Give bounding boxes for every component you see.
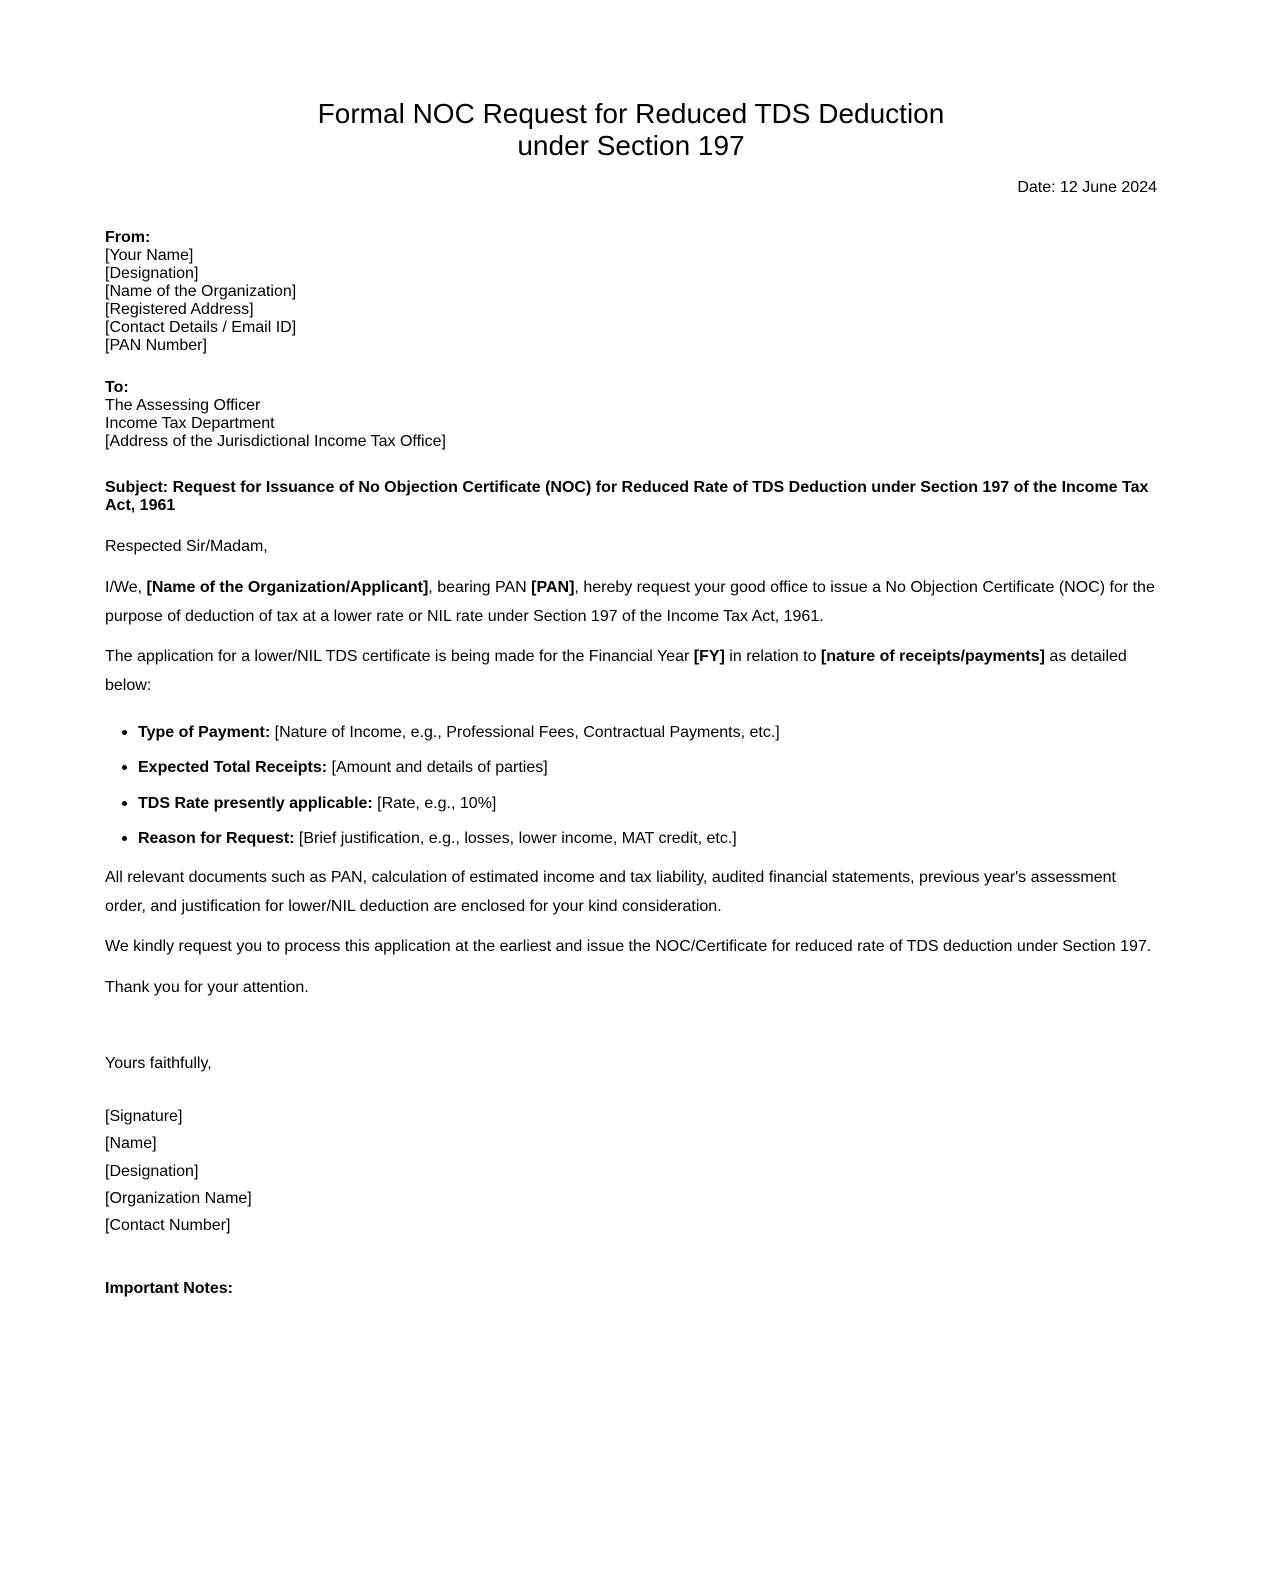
list-item: [138, 824, 1190, 859]
recipient-address: [Address of the Jurisdictional Income Tax Office]: [105, 433, 446, 450]
salutation: Respected Sir/Madam,: [105, 538, 268, 555]
list-item-label: Type of Payment:: [138, 724, 271, 741]
list-item-label: Reason for Request:: [138, 829, 295, 847]
list-item: [138, 789, 1190, 824]
list-item-text: [Rate, e.g., 10%]: [372, 794, 497, 812]
closing-phrase: Yours faithfully,: [105, 1055, 212, 1072]
signer-organization: [Organization Name]: [105, 1189, 252, 1207]
sender-organization: [Name of the Organization]: [105, 283, 297, 300]
text-run: , hereby request your good office to issue a No Objection Certificate (NOC) for the purpose of deduction of tax at a lower rate or NIL rate under Section 197 of the Income Tax Act, 1961.: [105, 579, 1155, 625]
subject-line: Subject: Request for Issuance of No Objection Certificate (NOC) for Reduced Rate of TDS Deduction under Section 197 of the Income Tax Act, 1961: [105, 479, 1149, 514]
sender-designation: [Designation]: [105, 265, 199, 282]
signature-placeholder: [Signature]: [105, 1108, 183, 1125]
list-item-text: [Nature of Income, e.g., Professional Fees, Contractual Payments, etc.]: [270, 724, 780, 741]
document-title: [105, 98, 1157, 162]
list-item-label: Expected Total Receipts:: [138, 759, 328, 777]
paragraph-request: [105, 573, 1157, 631]
text-run: I/We,: [105, 579, 147, 596]
list-item: [138, 718, 1190, 753]
to-label: To:: [105, 379, 129, 396]
paragraph-application: [105, 642, 1157, 700]
letter-date: Date: 12 June 2024: [1017, 179, 1157, 196]
sender-pan: [PAN Number]: [105, 337, 207, 354]
paragraph-request-processing: We kindly request you to process this application at the earliest and issue the NOC/Certificate for reduced rate of TDS deduction under Section 197.: [105, 938, 1152, 955]
paragraph-thanks: Thank you for your attention.: [105, 979, 309, 996]
fy-placeholder: [FY]: [693, 648, 725, 665]
text-run: The application for a lower/NIL TDS certificate is being made for the Financial Year: [105, 648, 694, 665]
list-item-label: TDS Rate presently applicable:: [138, 794, 373, 812]
signer-designation: [Designation]: [105, 1162, 199, 1180]
pan-placeholder: [PAN]: [531, 579, 575, 596]
applicant-placeholder: [Name of the Organization/Applicant]: [146, 579, 429, 596]
title-line-2: under Section 197: [517, 130, 745, 161]
title-line-1: Formal NOC Request for Reduced TDS Deduction: [317, 98, 945, 129]
sender-contact: [Contact Details / Email ID]: [105, 319, 297, 336]
signature-block: [105, 1103, 252, 1239]
text-run: as detailed below:: [105, 648, 1127, 694]
recipient-block: [105, 379, 446, 451]
recipient-title: The Assessing Officer: [105, 397, 261, 414]
signer-name: [Name]: [105, 1135, 157, 1153]
receipts-placeholder: [nature of receipts/payments]: [820, 648, 1045, 665]
signer-contact: [Contact Number]: [105, 1217, 231, 1235]
recipient-department: Income Tax Department: [105, 415, 275, 432]
important-notes-heading: Important Notes:: [105, 1280, 233, 1297]
list-item: [138, 753, 1190, 788]
sender-block: [105, 229, 296, 355]
details-list: [105, 718, 1190, 859]
text-run: , bearing PAN: [428, 579, 532, 596]
list-item-text: [Amount and details of parties]: [327, 759, 548, 777]
from-label: From:: [105, 229, 151, 246]
list-item-text: [Brief justification, e.g., losses, lower income, MAT credit, etc.]: [294, 829, 737, 847]
sender-name: [Your Name]: [105, 247, 194, 264]
paragraph-documents: All relevant documents such as PAN, calculation of estimated income and tax liability, audited financial statements, previous year's assessment order, and justification for lower/NIL deduction are enclosed for your kind consideration.: [105, 869, 1116, 915]
sender-address: [Registered Address]: [105, 301, 254, 318]
text-run: in relation to: [724, 648, 821, 665]
